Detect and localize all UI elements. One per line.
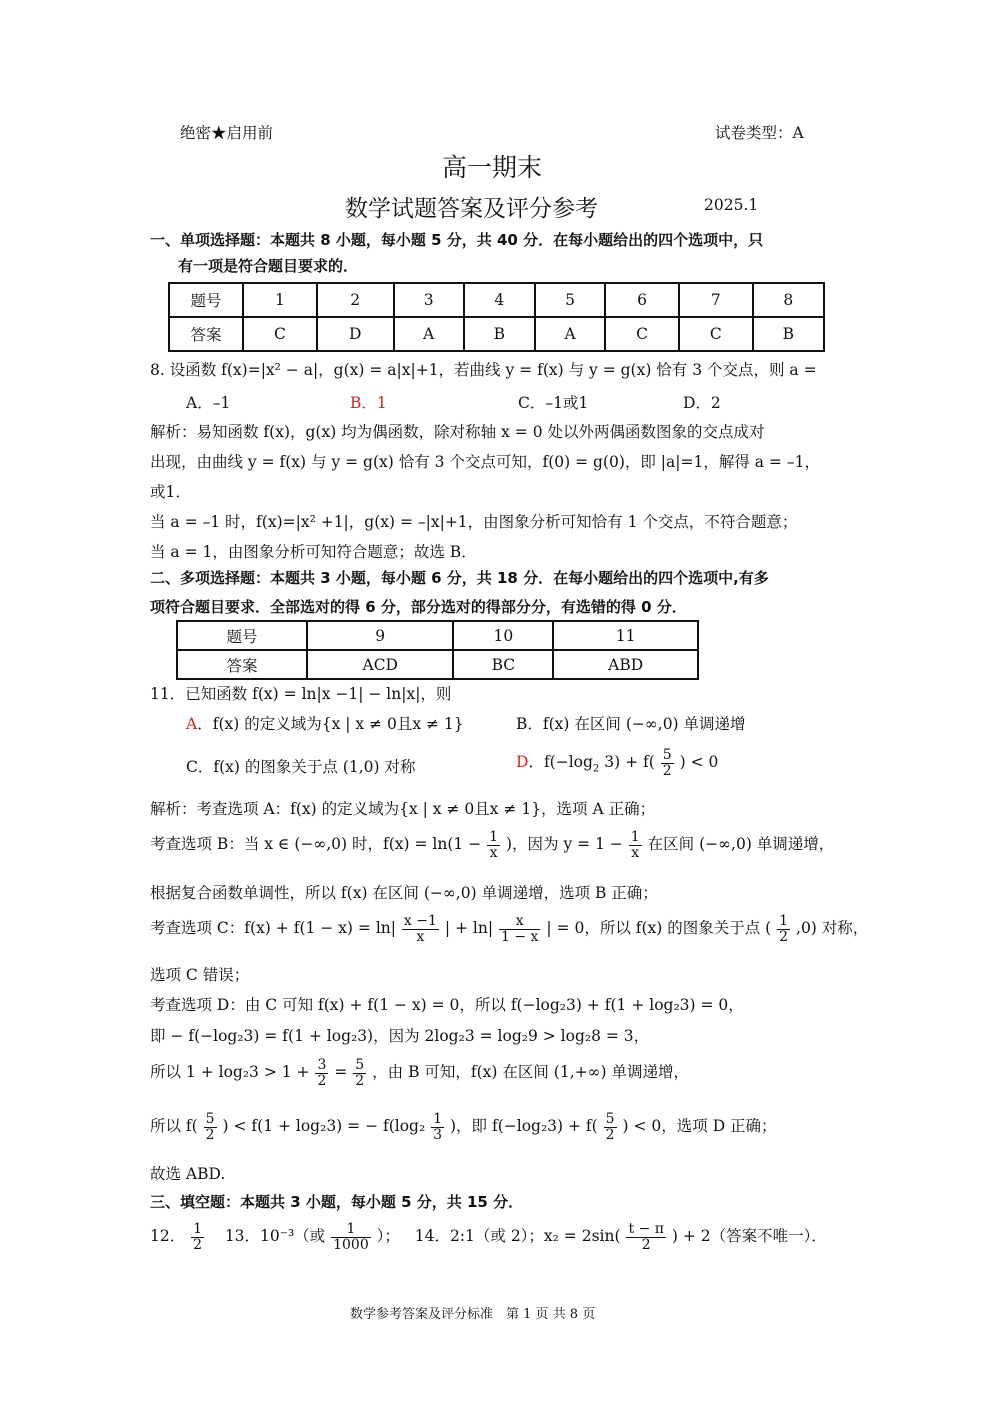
table1-answer: A [394, 317, 464, 351]
sol-d4-pre: 所以 f( [150, 1117, 198, 1136]
page-subtitle: 数学试题答案及评分参考 [345, 196, 598, 222]
secret-label: 绝密★启用前 [180, 124, 274, 142]
q8-stem: 8. 设函数 f(x)=|x² − a|，g(x) = a|x|+1，若曲线 y = f(x) 与 y = g(x) 恰有 3 个交点，则 a = [150, 361, 817, 379]
table1-label-answer: 答案 [169, 317, 243, 351]
q14-answer-pre: 14．2:1（或 2）；x₂ = 2sin( [414, 1227, 621, 1246]
fraction-five-halves: $\frac{5}{2}$ [605, 1111, 615, 1143]
table1-answer: B [464, 317, 535, 351]
sol-c1-pre: 考查选项 C：f(x) + f(1 − x) = ln| [150, 919, 396, 938]
q8-option-b: B．1 [350, 394, 387, 412]
q11-option-d-mid: 3) + f( [604, 753, 655, 772]
sol-d3-post: ，由 B 可知，f(x) 在区间 (1,+∞) 单调递增， [372, 1063, 690, 1082]
q8-option-d: D．2 [683, 394, 721, 412]
sol-c1-post: ,0) 对称， [796, 919, 869, 938]
table1-number: 2 [317, 283, 394, 317]
table1-answer: B [753, 317, 824, 351]
table1-answer: C [679, 317, 753, 351]
q11-option-d: D．$f(-\log_2$ 3) + f( $\frac{5}{2}$ ) < 0 [516, 747, 719, 779]
q11-option-d-prefix: ．f(−log [528, 753, 593, 772]
table2-label-answer: 答案 [177, 650, 307, 679]
fraction-x-minus-1-over-x: $\frac{x -1}{x}$ [403, 913, 437, 945]
table1-number: 6 [605, 283, 679, 317]
table1-number: 7 [679, 283, 753, 317]
fraction-three-halves: $\frac{3}{2}$ [317, 1057, 327, 1089]
table1-number: 1 [243, 283, 317, 317]
table2-number: 9 [307, 621, 453, 650]
q11-option-b: B．f(x) 在区间 (−∞,0) 单调递增 [516, 715, 746, 733]
fraction-one-over-x: $\frac{1}{x}$ [489, 829, 499, 861]
q11-option-a: A．f(x) 的定义域为{x | x ≠ 0且x ≠ 1} [186, 715, 464, 733]
q11-option-d-letter: D [516, 753, 529, 772]
q11-solution-b1 [150, 830, 834, 860]
q8-solution-5: 当 a = 1，由图象分析可知符合题意；故选 B． [150, 543, 477, 561]
q8-option-c: C．–1或1 [518, 394, 589, 412]
q8-solution-2: 出现，由曲线 y = f(x) 与 y = g(x) 恰有 3 个交点可知，f(0) = g(0)，即 |a|=1，解得 a = –1， [150, 453, 820, 471]
table1-number: 8 [753, 283, 824, 317]
table1-answer: D [317, 317, 394, 351]
section1-heading-2: 有一项是符合题目要求的． [178, 257, 359, 275]
table1-number: 4 [464, 283, 535, 317]
fraction-one-thousandth: $\frac{1}{1000}$ [333, 1221, 369, 1253]
q11-option-d-suffix: ) < 0 [679, 753, 719, 772]
sol-c1-mid2: | = 0，所以 f(x) 的图象关于点 ( [546, 919, 772, 938]
sol-b1-mid: )，因为 y = 1 − [506, 835, 623, 854]
fraction-t-minus-pi-over-2: $\frac{t - \pi}{2}$ [628, 1221, 664, 1253]
fill-in-answers [150, 1222, 827, 1252]
paper-type-label: 试卷类型：A [715, 124, 804, 142]
table1-number: 5 [535, 283, 605, 317]
table1-answer: C [243, 317, 317, 351]
q8-solution-3: 或1． [150, 483, 191, 501]
page-title: 高一期末 [442, 153, 543, 182]
table2-answer: BC [453, 650, 553, 679]
q11-solution-d3 [150, 1058, 689, 1088]
q11-solution-a: 解析：考查选项 A：f(x) 的定义域为{x | x ≠ 0且x ≠ 1}，选项 A 正确； [150, 800, 656, 818]
q11-solution-c1 [150, 914, 868, 944]
table2-answer: ABD [553, 650, 698, 679]
sol-b1-pre: 考查选项 B：当 x ∈ (−∞,0) 时，f(x) = ln(1 − [150, 835, 482, 854]
q11-solution-c2: 选项 C 错误； [150, 966, 250, 984]
table1-answer: C [605, 317, 679, 351]
sol-d4-mid: ) < f(1 + log₂3) = − f(log₂ [222, 1117, 426, 1136]
section2-heading-1: 二、多项选择题：本题共 3 小题，每小题 6 分，共 18 分．在每小题给出的四个选项中,有多 [150, 569, 769, 587]
fraction-five-halves: $\frac{5}{2}$ [662, 747, 672, 779]
q11-solution-d1: 考查选项 D：由 C 可知 f(x) + f(1 − x) = 0，所以 f(−log₂3) + f(1 + log₂3) = 0， [150, 996, 744, 1014]
q11-option-a-text: ．f(x) 的定义域为{x | x ≠ 0且x ≠ 1} [197, 715, 464, 733]
q11-option-c: C．f(x) 的图象关于点 (1,0) 对称 [186, 758, 416, 776]
table1-answer: A [535, 317, 605, 351]
table2-number: 11 [553, 621, 698, 650]
q11-solution-d4 [150, 1112, 777, 1142]
q8-option-a: A．–1 [186, 394, 231, 412]
answer-table-2 [176, 620, 699, 680]
sol-d4-mid2: )，即 f(−log₂3) + f( [450, 1117, 598, 1136]
fraction-one-half: $\frac{1}{2}$ [779, 913, 789, 945]
q11-solution-d2: 即 − f(−log₂3) = f(1 + log₂3)，因为 2log₂3 = log₂9 > log₂8 = 3， [150, 1027, 650, 1045]
fraction-one-over-x: $\frac{1}{x}$ [630, 829, 640, 861]
q8-solution-1: 解析：易知函数 f(x)，g(x) 均为偶函数，除对称轴 x = 0 处以外两偶函数图象的交点成对 [150, 423, 765, 441]
q13-answer-post: ）； [376, 1227, 400, 1246]
table2-number: 10 [453, 621, 553, 650]
fraction-x-over-1-minus-x: $\frac{x}{1 - x}$ [501, 913, 539, 945]
table1-number: 3 [394, 283, 464, 317]
fraction-one-third: $\frac{1}{3}$ [433, 1111, 443, 1143]
sol-d3-pre: 所以 1 + log₂3 > 1 + [150, 1063, 310, 1082]
page-footer: 数学参考答案及评分标准 第 1 页 共 8 页 [350, 1307, 596, 1322]
q11-conclusion: 故选 ABD. [150, 1165, 226, 1183]
sol-c1-mid: | + ln| [444, 919, 494, 938]
answer-table-1 [168, 282, 825, 352]
section2-heading-2: 项符合题目要求．全部选对的得 6 分，部分选对的得部分分，有选错的得 0 分． [150, 598, 687, 616]
table2-label-number: 题号 [177, 621, 307, 650]
q8-solution-4: 当 a = –1 时，f(x)=|x² +1|，g(x) = –|x|+1，由图象分析可知恰有 1 个交点，不符合题意； [150, 513, 798, 531]
q11-stem: 11．已知函数 f(x) = ln|x −1| − ln|x|，则 [150, 685, 452, 703]
sol-b1-post: 在区间 (−∞,0) 单调递增， [647, 835, 835, 854]
fraction-five-halves: $\frac{5}{2}$ [355, 1057, 365, 1089]
sol-d4-post: ) < 0，选项 D 正确； [622, 1117, 777, 1136]
table2-answer: ACD [307, 650, 453, 679]
q11-solution-b2: 根据复合函数单调性，所以 f(x) 在区间 (−∞,0) 单调递增，选项 B 正确； [150, 884, 658, 902]
table1-label-number: 题号 [169, 283, 243, 317]
q13-answer-pre: 13．10⁻³（或 [224, 1227, 326, 1246]
q14-answer-post: ) + 2（答案不唯一）． [671, 1227, 827, 1246]
q12-label: 12． [150, 1227, 186, 1246]
fraction-five-halves: $\frac{5}{2}$ [205, 1111, 215, 1143]
fraction-one-half: $\frac{1}{2}$ [193, 1221, 203, 1253]
section3-heading: 三、填空题：本题共 3 小题，每小题 5 分，共 15 分． [150, 1193, 524, 1211]
exam-date: 2025.1 [704, 196, 759, 214]
section1-heading-1: 一、单项选择题：本题共 8 小题，每小题 5 分，共 40 分．在每小题给出的四个选项中，只 [150, 231, 764, 249]
sol-d3-mid: = [334, 1063, 348, 1082]
